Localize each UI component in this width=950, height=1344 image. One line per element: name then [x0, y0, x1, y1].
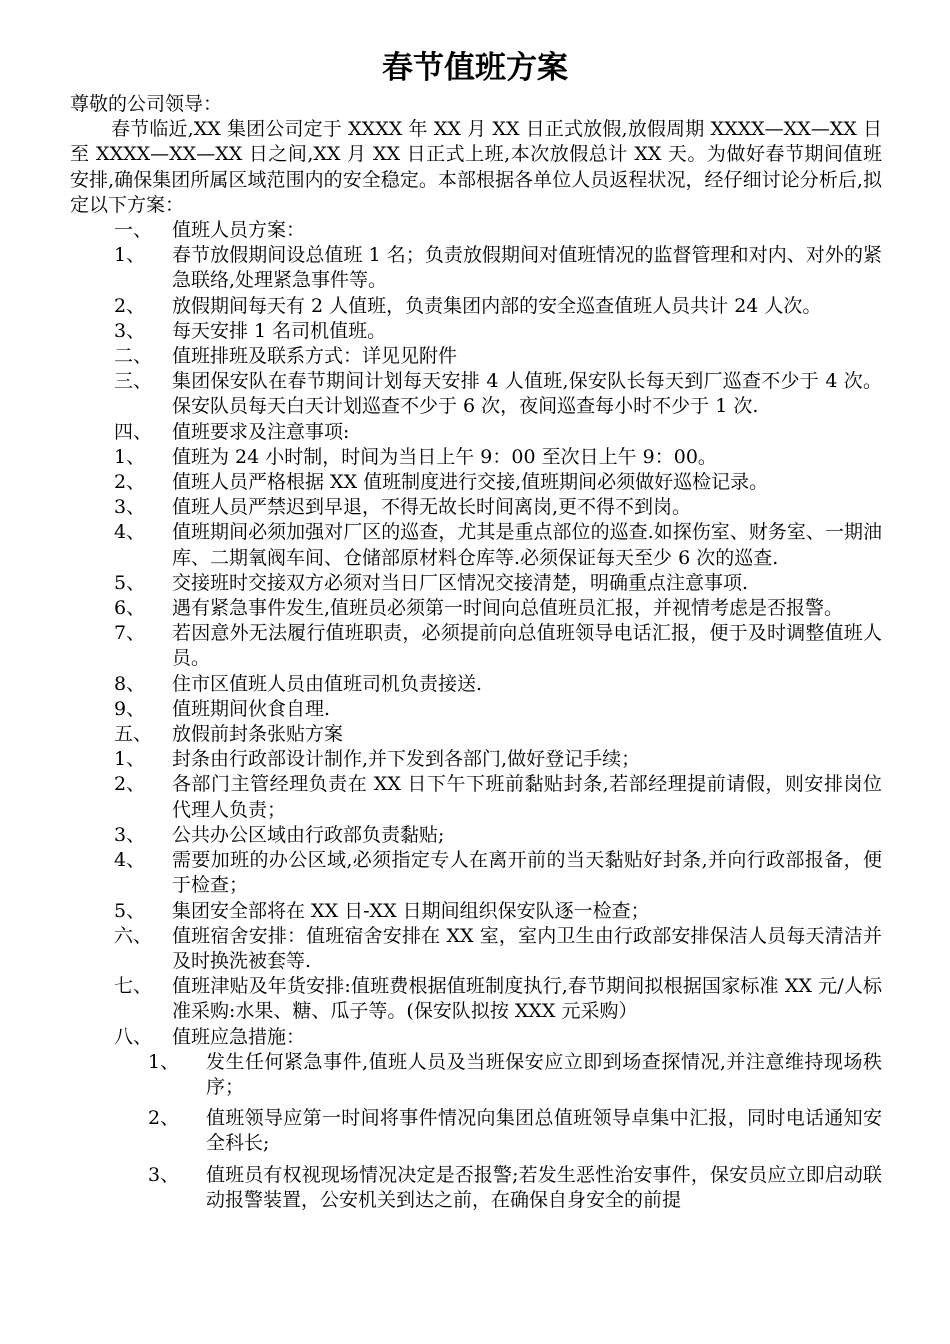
list-item: [70, 722, 882, 747]
list-item: [70, 621, 882, 671]
item-number: 一、: [114, 219, 153, 242]
item-number: 八、: [114, 1025, 153, 1048]
item-text: 值班排班及联系方式：详见见附件: [172, 345, 458, 368]
document-title: 春节值班方案: [382, 50, 568, 86]
item-number: 5、: [114, 899, 146, 922]
item-number: 1、: [114, 244, 146, 267]
item-number: 3、: [114, 496, 146, 519]
item-text: 值班要求及注意事项:: [172, 420, 350, 443]
item-number: 8、: [114, 672, 146, 695]
item-number: 二、: [114, 345, 153, 368]
list-item: [70, 697, 882, 722]
emergency-sub-list: [70, 1050, 882, 1213]
item-text: 值班人员严禁迟到早退，不得无故长时间离岗,更不得不到岗。: [172, 496, 692, 519]
list-item: [70, 1025, 882, 1050]
list-item: [70, 218, 882, 243]
list-item: [70, 974, 882, 1024]
list-item: [70, 470, 882, 495]
list-item: [70, 823, 882, 848]
list-item: [70, 899, 882, 924]
item-number: 2、: [114, 773, 146, 796]
item-number: 4、: [114, 849, 146, 872]
item-text: 值班应急措施：: [172, 1025, 306, 1048]
item-text: 值班期间必须加强对厂区的巡查，尤其是重点部位的巡查.如探伤室、财务室、一期油库、二期氧阀车间、仓储部原材料仓库等.必须保证每天至少 6 次的巡查.: [172, 521, 882, 569]
item-text: 住市区值班人员由值班司机负责接送.: [172, 672, 483, 695]
list-item: [70, 672, 882, 697]
item-text: 公共办公区域由行政部负责黏贴;: [172, 823, 445, 846]
item-number: 3、: [114, 823, 146, 846]
item-text: 集团保安队在春节期间计划每天安排 4 人值班,保安队长每天到厂巡查不少于 4 次。保安队员每天白天计划巡查不少于 6 次，夜间巡查每小时不少于 1 次.: [172, 370, 882, 418]
list-item: [70, 747, 882, 772]
list-item: [70, 369, 882, 419]
list-item: [70, 420, 882, 445]
item-text: 值班人员严格根据 XX 值班制度进行交接,值班期间必须做好巡检记录。: [172, 471, 769, 494]
item-number: 四、: [114, 420, 153, 443]
list-item: [70, 495, 882, 520]
item-text: 值班人员方案：: [172, 219, 306, 242]
sub-list-item: [70, 1163, 882, 1213]
item-text: 各部门主管经理负责在 XX 日下午下班前黏贴封条,若部经理提前请假，则安排岗位代理人负责；: [172, 773, 882, 821]
item-number: 7、: [114, 622, 146, 645]
sub-item-number: 3、: [148, 1163, 180, 1186]
item-number: 9、: [114, 697, 146, 720]
item-text: 春节放假期间设总值班 1 名；负责放假期间对值班情况的监督管理和对内、对外的紧急联络,处理紧急事件等。: [172, 244, 882, 292]
sub-list-item: [70, 1106, 882, 1156]
item-number: 五、: [114, 723, 153, 746]
list-item: [70, 294, 882, 319]
item-text: 集团安全部将在 XX 日-XX 日期间组织保安队逐一检查；: [172, 899, 650, 922]
item-number: 6、: [114, 597, 146, 620]
intro-paragraph: 春节临近,XX 集团公司定于 XXXX 年 XX 月 XX 日正式放假,放假周期 XXXX—XX—XX 日至 XXXX—XX—XX 日之间,XX 月 XX 日正式上班,本次放假总计 XX 天。为做好春节期间值班安排,确保集团所属区域范围内的安全稳定。本部根据各单位人员返程状况，经仔细讨论分析后,拟定以下方案：: [70, 118, 882, 216]
item-number: 2、: [114, 294, 146, 317]
item-number: 4、: [114, 521, 146, 544]
item-number: 3、: [114, 319, 146, 342]
list-item: [70, 571, 882, 596]
sub-item-number: 1、: [148, 1050, 180, 1073]
item-text: 遇有紧急事件发生,值班员必须第一时间向总值班员汇报，并视情考虑是否报警。: [172, 597, 844, 620]
sub-item-text: 发生任何紧急事件,值班人员及当班保安应立即到场查探情况,并注意维持现场秩序；: [206, 1050, 882, 1098]
sub-list-item: [70, 1050, 882, 1100]
item-text: 放假前封条张贴方案: [172, 723, 344, 746]
item-number: 2、: [114, 471, 146, 494]
item-number: 七、: [114, 975, 153, 998]
item-number: 1、: [114, 748, 146, 771]
item-number: 5、: [114, 571, 146, 594]
sub-item-text: 值班员有权视现场情况决定是否报警;若发生恶性治安事件，保安员应立即启动联动报警装置，公安机关到达之前，在确保自身安全的前提: [206, 1163, 882, 1211]
list-item: [70, 772, 882, 822]
item-text: 值班宿舍安排：值班宿舍安排在 XX 室，室内卫生由行政部安排保洁人员每天清洁并及时换洗被套等.: [172, 924, 882, 972]
item-text: 封条由行政部设计制作,并下发到各部门,做好登记手续；: [172, 748, 641, 771]
item-text: 值班津贴及年货安排:值班费根据值班制度执行,春节期间拟根据国家标准 XX 元/人标准采购:水果、糖、瓜子等。(保安队拟按 XXX 元采购）: [172, 975, 882, 1023]
item-number: 六、: [114, 924, 153, 947]
item-text: 值班期间伙食自理.: [172, 697, 331, 720]
sub-item-text: 值班领导应第一时间将事件情况向集团总值班领导卓集中汇报，同时电话通知安全科长;: [206, 1107, 882, 1155]
list-item: [70, 924, 882, 974]
list-item: [70, 596, 882, 621]
document-body: [70, 92, 882, 1213]
item-list: [70, 218, 882, 1050]
list-item: [70, 445, 882, 470]
item-number: 三、: [114, 370, 153, 393]
item-text: 需要加班的办公区域,必须指定专人在离开前的当天黏贴好封条,并向行政部报备，便于检查；: [172, 849, 882, 897]
sub-item-number: 2、: [148, 1107, 180, 1130]
list-item: [70, 848, 882, 898]
salutation: 尊敬的公司领导：: [70, 93, 223, 115]
item-text: 每天安排 1 名司机值班。: [172, 319, 387, 342]
item-text: 若因意外无法履行值班职责，必须提前向总值班领导电话汇报，便于及时调整值班人员。: [172, 622, 882, 670]
list-item: [70, 243, 882, 293]
list-item: [70, 344, 882, 369]
item-text: 交接班时交接双方必须对当日厂区情况交接清楚，明确重点注意事项.: [172, 571, 749, 594]
item-number: 1、: [114, 445, 146, 468]
list-item: [70, 520, 882, 570]
item-text: 值班为 24 小时制，时间为当日上午 9：00 至次日上午 9：00。: [172, 445, 717, 468]
list-item: [70, 319, 882, 344]
item-text: 放假期间每天有 2 人值班，负责集团内部的安全巡查值班人员共计 24 人次。: [172, 294, 822, 317]
